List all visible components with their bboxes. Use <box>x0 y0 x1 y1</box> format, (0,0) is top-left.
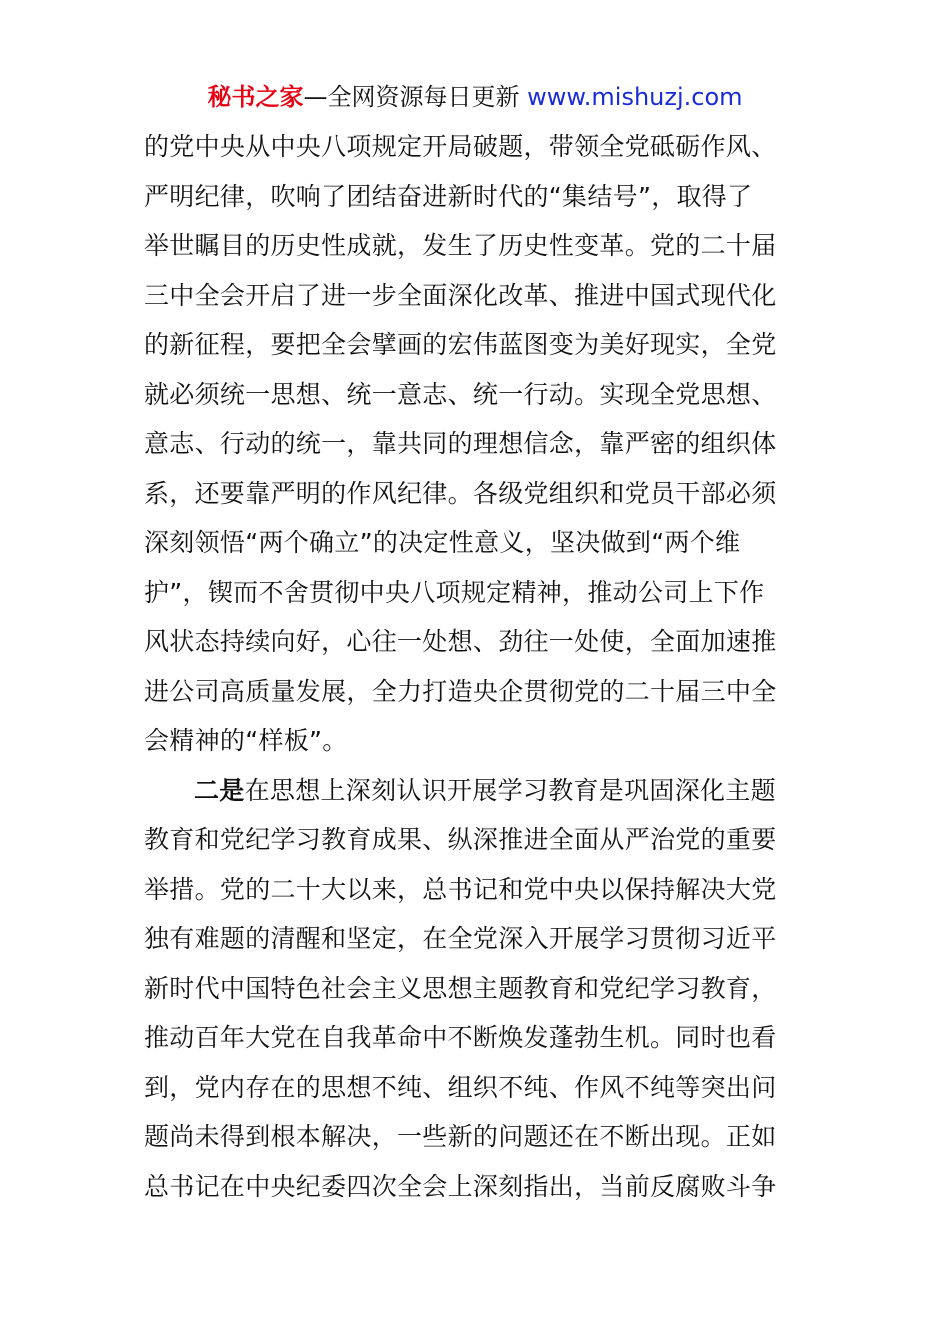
header-tagline: —全网资源每日更新 <box>303 83 520 111</box>
body-line: 进公司高质量发展，全力打造央企贯彻党的二十届三中全 <box>144 676 777 706</box>
body-line: 到，党内存在的思想不纯、组织不纯、作风不纯等突出问 <box>144 1072 777 1102</box>
body-line: 举措。党的二十大以来，总书记和党中央以保持解决大党 <box>144 874 777 904</box>
body-line: 系，还要靠严明的作风纪律。各级党组织和党员干部必须 <box>144 478 777 508</box>
body-line: 会精神的“样板”。 <box>144 726 348 755</box>
body-line: 总书记在中央纪委四次全会上深刻指出，当前反腐败斗争 <box>144 1171 777 1201</box>
paragraph-two-first-text: 在思想上深刻认识开展学习教育是巩固深化主题 <box>244 775 776 805</box>
body-line: 推动百年大党在自我革命中不断焕发蓬勃生机。同时也看 <box>144 1023 777 1052</box>
body-line: 三中全会开启了进一步全面深化改革、推进中国式现代化 <box>144 280 777 310</box>
body-line: 护”，锲而不舍贯彻中央八项规定精神，推动公司上下作 <box>144 577 765 607</box>
body-line: 的新征程，要把全会擘画的宏伟蓝图变为美好现实，全党 <box>144 330 777 359</box>
body-line: 深刻领悟“两个确立”的决定性意义，坚决做到“两个维 <box>144 528 741 557</box>
body-line: 新时代中国特色社会主义思想主题教育和党纪学习教育， <box>144 973 777 1003</box>
body-line: 意志、行动的统一，靠共同的理想信念，靠严密的组织体 <box>144 429 777 458</box>
paragraph-two-first-line <box>144 766 808 816</box>
page-header <box>0 80 950 114</box>
paragraph-lead: 二是 <box>194 775 245 805</box>
body-line: 严明纪律，吹响了团结奋进新时代的“集结号”，取得了 <box>144 181 753 211</box>
body-line: 举世瞩目的历史性成就，发生了历史性变革。党的二十届 <box>144 231 777 260</box>
site-url-link[interactable]: www.mishuzj.com <box>527 83 743 111</box>
body-line: 教育和党纪学习教育成果、纵深推进全面从严治党的重要 <box>144 825 777 854</box>
body-line: 就必须统一思想、统一意志、统一行动。实现全党思想、 <box>144 379 777 409</box>
body-line: 题尚未得到根本解决，一些新的问题还在不断出现。正如 <box>144 1122 777 1151</box>
body-line: 独有难题的清醒和坚定，在全党深入开展学习贯彻习近平 <box>144 924 777 953</box>
brand-name: 秘书之家 <box>207 83 304 111</box>
body-line: 风状态持续向好，心往一处想、劲往一处使，全面加速推 <box>144 627 777 656</box>
body-line: 的党中央从中央八项规定开局破题，带领全党砥砺作风、 <box>144 132 777 161</box>
document-body <box>144 122 808 1211</box>
